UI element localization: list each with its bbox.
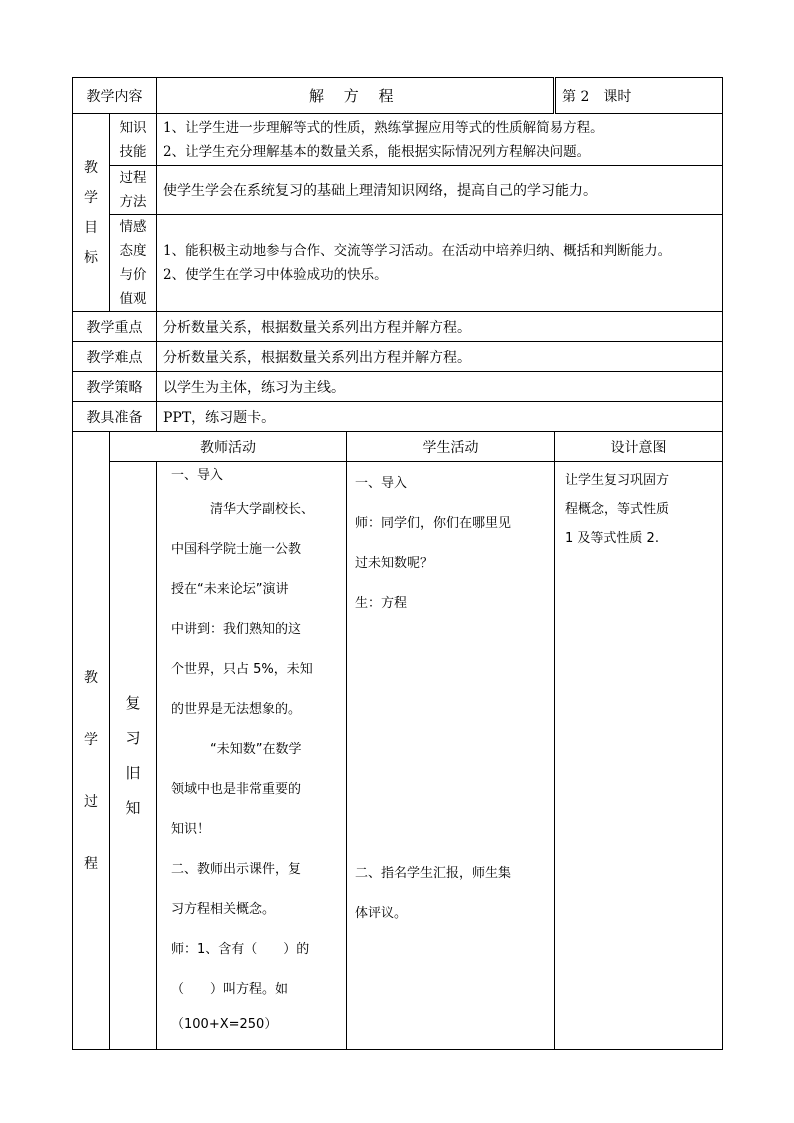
teacher-line: 习方程相关概念。 [171,902,276,917]
process-header-row [73,432,723,462]
emotion-line: 2、使学生在学习中体验成功的快乐。 [163,267,388,283]
content-title: 解 方 程 [157,78,555,114]
goals-label-char: 学 [84,189,98,206]
stage-label-char: 习 [125,728,141,747]
difficulty-row [73,342,723,372]
teacher-line: （ ）叫方程。如 [171,982,289,997]
materials-row [73,402,723,432]
emotion-label [110,215,157,312]
emotion-line: 1、能积极主动地参与合作、交流等学习活动。在活动中培养归纳、概括和判断能力。 [163,243,672,259]
header-row [73,78,723,114]
knowledge-content [157,114,723,166]
emotion-label-line: 情感 [119,219,147,235]
design-intent-cell [555,462,723,1050]
student-spacer [355,624,548,854]
process-label [73,432,110,1050]
teacher-activity-cell [157,462,347,1050]
process-label-char: 学 [84,731,98,748]
strategy-label: 教学策略 [73,372,157,402]
process-label-char: 教 [84,669,98,686]
teacher-line: “未知数”在数学 [210,742,302,757]
teacher-activity-header: 教师活动 [110,432,347,462]
teacher-line: 授在“未来论坛”演讲 [171,582,289,597]
strategy-text: 以学生为主体，练习为主线。 [157,372,723,402]
key-point-text: 分析数量关系，根据数量关系列出方程并解方程。 [157,312,723,342]
lesson-plan-table [72,77,723,1050]
teacher-line: 一、导入 [171,468,224,483]
difficulty-label: 教学难点 [73,342,157,372]
teacher-line: 领域中也是非常重要的 [171,782,302,797]
goal-emotion-row [73,215,723,312]
difficulty-text: 分析数量关系，根据数量关系列出方程并解方程。 [157,342,723,372]
teacher-line: 个世界，只占 5%，未知 [171,662,313,677]
emotion-label-line: 与价 [119,267,147,283]
key-point-row [73,312,723,342]
student-activity-cell [347,462,555,1050]
teacher-line: 清华大学副校长、 [210,502,315,517]
knowledge-line: 1、让学生进一步理解等式的性质，熟练掌握应用等式的性质解简易方程。 [163,119,604,136]
process-method-content: 使学生学会在系统复习的基础上理清知识网络，提高自己的学习能力。 [157,166,723,215]
goals-label [73,114,110,312]
process-label-line: 方法 [119,194,147,210]
teacher-line: 的世界是无法想象的。 [171,702,302,717]
process-body-row [73,462,723,1050]
design-line: 程概念，等式性质 [565,502,670,517]
teacher-line: 知识！ [171,822,211,837]
key-point-label: 教学重点 [73,312,157,342]
process-label-char: 过 [84,793,98,810]
student-activity-header: 学生活动 [347,432,555,462]
stage-label-char: 旧 [125,763,141,782]
materials-label: 教具准备 [73,402,157,432]
stage-label-char: 知 [125,798,141,817]
knowledge-label [110,114,157,166]
student-line: 体评议。 [355,906,408,921]
process-method-label [110,166,157,215]
process-label-char: 程 [84,855,98,872]
process-label-line: 过程 [119,170,147,186]
student-line: 一、导入 [355,476,408,491]
student-line: 师：同学们，你们在哪里见 [355,516,512,531]
content-label: 教学内容 [73,78,157,114]
stage-label-char: 复 [125,693,141,712]
emotion-label-line: 值观 [119,291,147,307]
goal-process-row [73,166,723,215]
goals-label-char: 教 [84,159,98,176]
student-line: 二、指名学生汇报，师生集 [355,866,512,881]
teacher-line: 师：1、含有（ ）的 [171,942,310,957]
knowledge-line: 2、让学生充分理解基本的数量关系，能根据实际情况列方程解决问题。 [163,143,591,160]
strategy-row [73,372,723,402]
teacher-line: 中讲到：我们熟知的这 [171,622,302,637]
goals-label-char: 目 [84,219,98,236]
design-line: 1 及等式性质 2. [565,531,659,546]
lesson-number: 第 2 课时 [555,78,723,114]
emotion-label-line: 态度 [119,243,147,259]
stage-label [110,462,157,1050]
materials-text: PPT，练习题卡。 [157,402,723,432]
emotion-content [157,215,723,312]
teacher-line: 中国科学院士施一公教 [171,542,302,557]
design-intent-header: 设计意图 [555,432,723,462]
student-line: 过未知数呢？ [355,556,434,571]
knowledge-label-line: 技能 [119,143,147,160]
goals-label-char: 标 [84,249,98,266]
teacher-line: （100+X=250） [171,1017,278,1032]
teacher-line: 二、教师出示课件，复 [171,862,302,877]
goal-knowledge-row [73,114,723,166]
knowledge-label-line: 知识 [119,119,147,136]
student-line: 生：方程 [355,596,408,611]
design-line: 让学生复习巩固方 [565,473,670,488]
